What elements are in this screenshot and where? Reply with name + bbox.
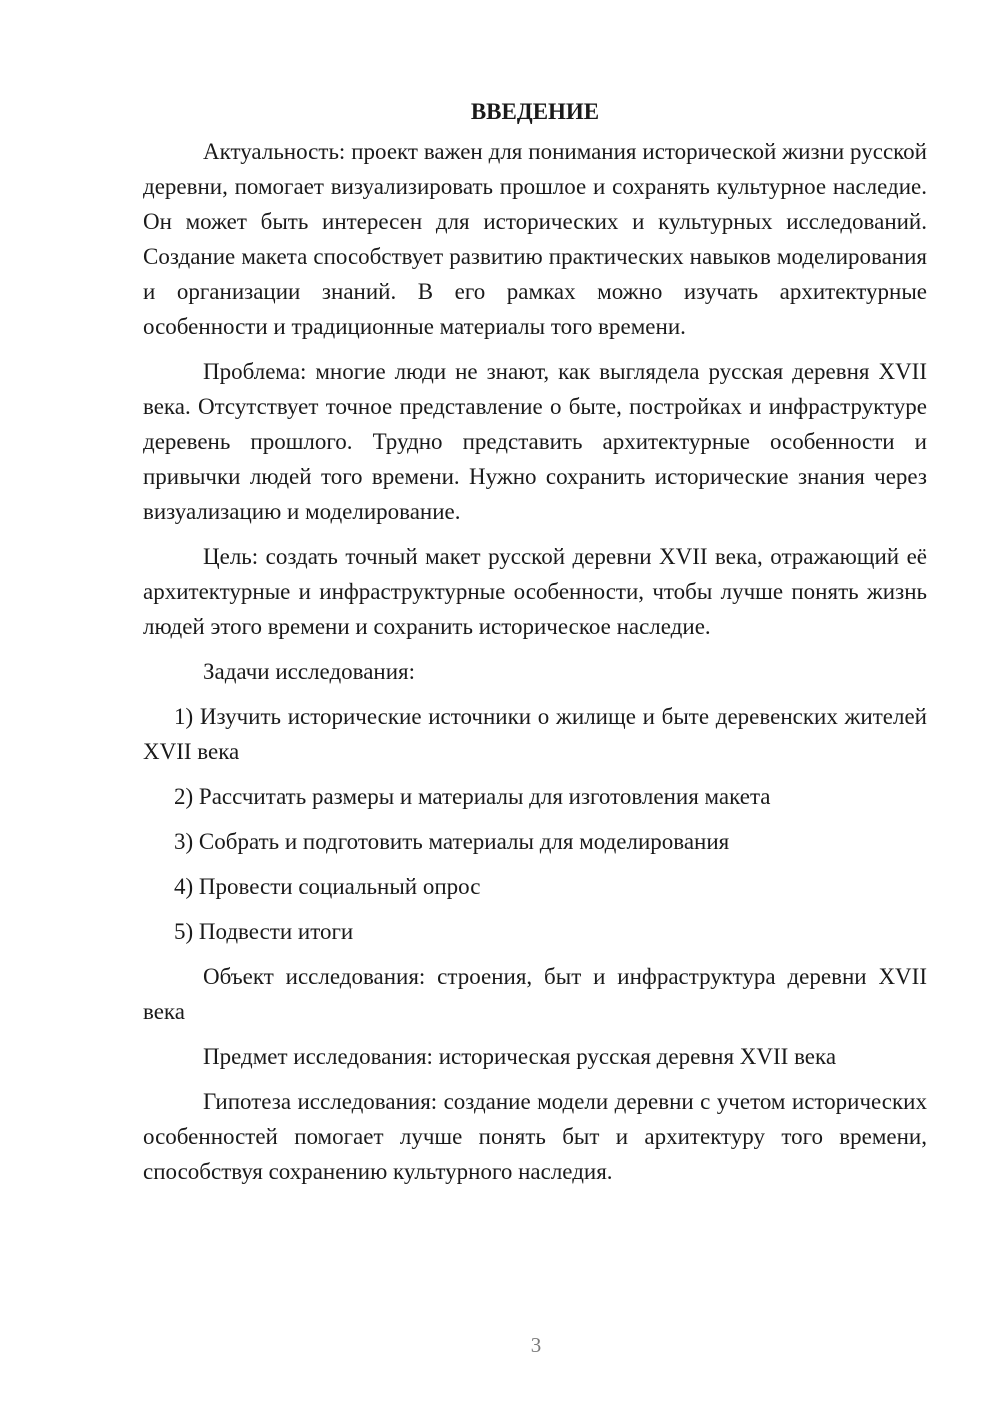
paragraph-subject: Предмет исследования: историческая русская деревня XVII века <box>203 1044 837 1069</box>
task-item-5: 5) Подвести итоги <box>174 919 354 944</box>
paragraph-object: Объект исследования: строения, быт и инфраструктура деревни XVII века <box>143 964 927 1024</box>
paragraph-goal: Цель: создать точный макет русской деревни XVII века, отражающий её архитектурные и инфраструктурные особенности, чтобы лучше понять жизнь людей этого времени и сохранить историческое наследие. <box>143 544 927 639</box>
tasks-heading: Задачи исследования: <box>203 659 416 684</box>
task-item-1: 1) Изучить исторические источники о жилище и быте деревенских жителей XVII века <box>143 704 927 764</box>
paragraph-relevance: Актуальность: проект важен для понимания исторической жизни русской деревни, помогает визуализировать прошлое и сохранять культурное наследие. Он может быть интересен для исторических и культурных исследований. Создание макета способствует развитию практических навыков моделирования и организации знаний. В его рамках можно изучать архитектурные особенности и традиционные материалы того времени. <box>143 139 927 339</box>
page-title: ВВЕДЕНИЕ <box>470 99 600 124</box>
task-item-3: 3) Собрать и подготовить материалы для моделирования <box>174 829 730 854</box>
paragraph-problem: Проблема: многие люди не знают, как выглядела русская деревня XVII века. Отсутствует точное представление о быте, постройках и инфраструктуре деревень прошлого. Трудно представить архитектурные особенности и привычки людей того времени. Нужно сохранить исторические знания через визуализацию и моделирование. <box>143 359 927 524</box>
task-item-4: 4) Провести социальный опрос <box>174 874 481 899</box>
task-item-2: 2) Рассчитать размеры и материалы для изготовления макета <box>174 784 771 809</box>
page-number: 3 <box>530 1333 542 1357</box>
paragraph-hypothesis: Гипотеза исследования: создание модели деревни с учетом исторических особенностей помогает лучше понять быт и архитектуру того времени, способствуя сохранению культурного наследия. <box>143 1089 927 1184</box>
document-page <box>143 94 927 1189</box>
